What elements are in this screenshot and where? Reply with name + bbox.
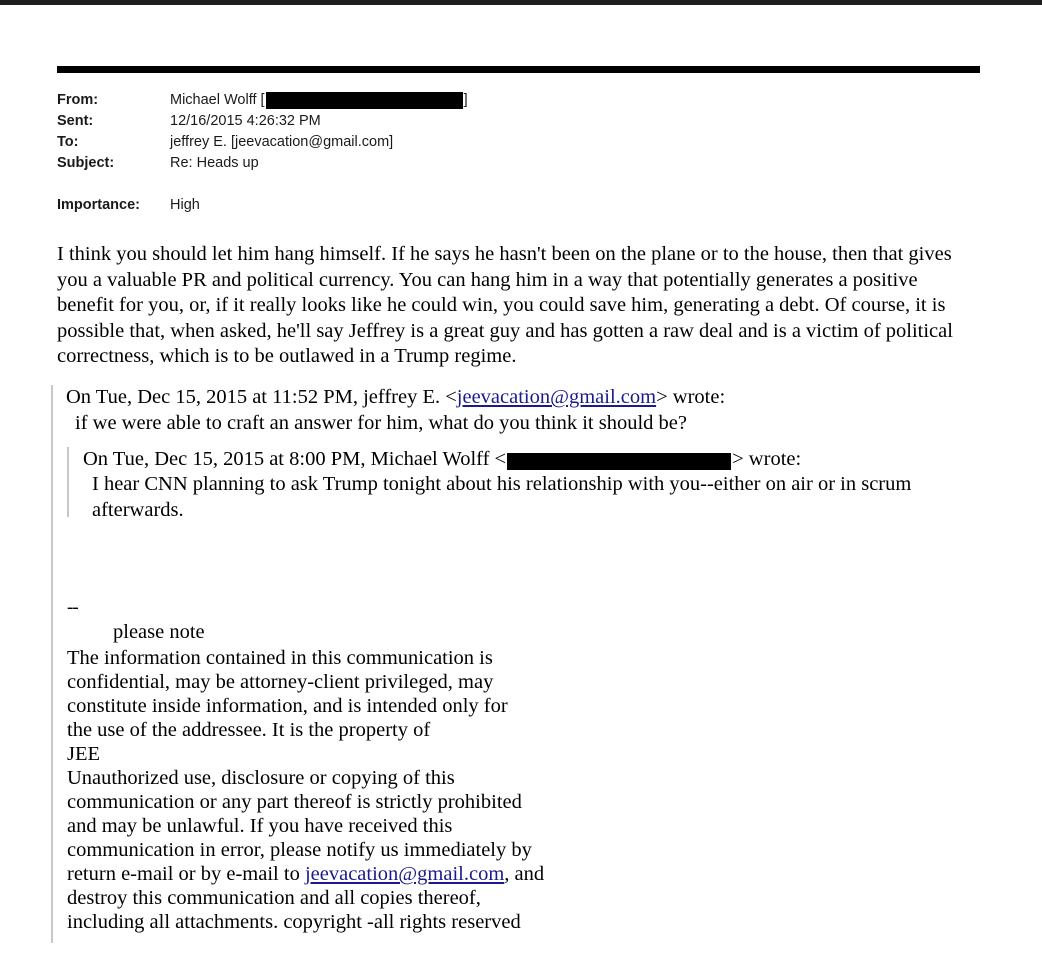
- disclaimer-line: communication in error, please notify us immediately by: [67, 839, 532, 861]
- disclaimer-link-suffix: , and: [504, 863, 545, 885]
- disclaimer-line: the use of the addressee. It is the property of: [67, 719, 431, 741]
- quote-level-1-block: [66, 385, 966, 436]
- from-label: From:: [57, 92, 99, 108]
- email-body-paragraph: I think you should let him hang himself. If he says he hasn't been on the plane or to the house, then that gives you a valuable PR and political currency. You can hang him in a way that potentially generates a positive benefit for you, or, if it really looks like he could win, you could save him, generating a debt. Of course, it is possible that, when asked, he'll say Jeffrey is a great guy and has gotten a raw deal and is a victim of political correctness, which is to be outlawed in a Trump regime.: [57, 243, 953, 367]
- header-divider-rule: [57, 66, 980, 73]
- signature-please-note: please note: [113, 621, 205, 643]
- disclaimer-email-link[interactable]: jeevacation@gmail.com: [304, 863, 505, 885]
- disclaimer-line: and may be unlawful. If you have received this: [67, 815, 453, 837]
- subject-label: Subject:: [57, 155, 115, 171]
- quote-2-attr-suffix: > wrote:: [732, 448, 802, 470]
- signature-disclaimer-block: [67, 597, 687, 934]
- disclaimer-line: destroy this communication and all copies thereof,: [67, 887, 481, 909]
- disclaimer-line: constitute inside information, and is intended only for: [67, 695, 508, 717]
- header-row-importance: [57, 195, 757, 216]
- importance-value: High: [170, 197, 200, 213]
- redaction-bar-quote-address: [507, 453, 731, 470]
- quote-1-attr-suffix: > wrote:: [656, 386, 726, 408]
- quote-bar-level-1: [51, 385, 53, 943]
- from-sender-name: Michael Wolff [: [170, 92, 265, 108]
- quote-1-attr-prefix: On Tue, Dec 15, 2015 at 11:52 PM, jeffrey E. <: [66, 386, 457, 408]
- quote-level-1-attribution: [66, 385, 966, 411]
- email-header-block: [57, 90, 757, 216]
- redaction-bar-from-address: [266, 92, 463, 109]
- header-row-subject: [57, 153, 757, 174]
- header-row-to: [57, 132, 757, 153]
- signature-separator-dashes: --: [67, 597, 78, 618]
- quote-1-email-link[interactable]: jeevacation@gmail.com: [456, 386, 657, 408]
- to-value: jeffrey E. [jeevacation@gmail.com]: [170, 134, 394, 150]
- header-row-sent: [57, 111, 757, 132]
- document-page: [0, 5, 1042, 966]
- importance-label: Importance:: [57, 197, 140, 213]
- disclaimer-line: Unauthorized use, disclosure or copying of this: [67, 767, 455, 789]
- disclaimer-line-with-link: [67, 862, 687, 886]
- header-row-from: [57, 90, 757, 111]
- quote-2-attr-prefix: On Tue, Dec 15, 2015 at 8:00 PM, Michael Wolff <: [83, 448, 507, 470]
- quote-bar-level-2: [67, 447, 69, 517]
- to-label: To:: [57, 134, 79, 150]
- disclaimer-link-prefix: return e-mail or by e-mail to: [67, 863, 305, 885]
- from-value: [170, 90, 757, 111]
- disclaimer-line: including all attachments. copyright -all rights reserved: [67, 911, 521, 933]
- quoted-thread-region: [51, 385, 1011, 943]
- quote-level-1-message: if we were able to craft an answer for him, what do you think it should be?: [75, 411, 687, 434]
- subject-value: Re: Heads up: [170, 155, 259, 171]
- sent-value: 12/16/2015 4:26:32 PM: [170, 113, 321, 129]
- from-bracket-close: ]: [463, 92, 468, 108]
- disclaimer-line-jee: JEE: [67, 743, 101, 765]
- sent-label: Sent:: [57, 113, 94, 129]
- quote-level-2-message: I hear CNN planning to ask Trump tonight about his relationship with you--either on air or in scrum afterwards.: [92, 473, 912, 521]
- quote-level-2-attribution: [83, 447, 983, 473]
- disclaimer-line: confidential, may be attorney-client privileged, may: [67, 671, 494, 693]
- disclaimer-line: communication or any part thereof is strictly prohibited: [67, 791, 522, 813]
- disclaimer-line: The information contained in this communication is: [67, 647, 493, 669]
